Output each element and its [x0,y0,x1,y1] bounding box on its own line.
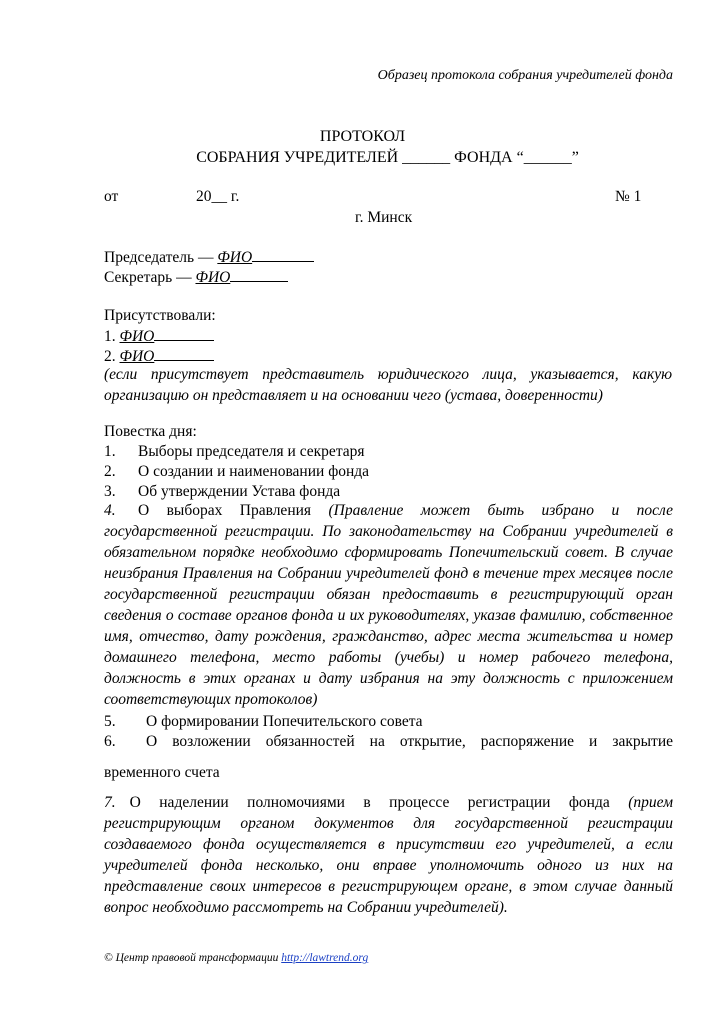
footer [104,952,368,964]
chair-label: Председатель — [104,249,218,266]
present-item-num: 2. [104,348,120,365]
present-item-name: ФИО [119,328,155,345]
present-item-blank [154,345,214,361]
chair-name: ФИО [217,249,253,266]
agenda-num: 7. [104,794,116,811]
agenda-num: 6. [104,733,116,750]
secretary-blank [230,266,288,282]
secretary-line [104,266,288,288]
date-year: 20__ г. [196,188,240,205]
agenda-item-6-continuation: временного счета [104,764,220,781]
agenda-item-1 [104,441,365,462]
agenda-item-7 [104,792,673,918]
present-item-name: ФИО [119,348,155,365]
footer-copyright: © Центр правовой трансформации [104,952,279,964]
city: г. Минск [355,209,413,226]
footer-link[interactable]: http://lawtrend.org [281,952,369,964]
title-line-2: СОБРАНИЯ УЧРЕДИТЕЛЕЙ ______ ФОНДА “______” [196,149,579,166]
agenda-item-6 [104,731,673,752]
present-item-blank [154,325,214,341]
header-note: Образец протокола собрания учредителей фонда [377,68,673,83]
agenda-text: О формировании Попечительского совета [146,713,423,730]
agenda-text: Выборы председателя и секретаря [138,443,365,460]
agenda-text: О создании и наименовании фонда [138,463,370,480]
agenda-text: Об утверждении Устава фонда [138,483,341,500]
chair-line [104,246,314,268]
agenda-item-2 [104,461,369,482]
agenda-item-4 [104,500,673,710]
agenda-heading: Повестка дня: [104,423,197,440]
agenda-num: 2. [104,463,116,480]
agenda-item-5 [104,711,423,732]
agenda-num: 3. [104,483,116,500]
present-item-num: 1. [104,328,120,345]
agenda-item-7-note: (прием регистрирующим органом документов для государственной регистрации создаваемого фонда осуществляется в присутствии его учредителей, а если учредителей фонда несколько, они вправе уполномочить одного из них на представление своих интересов в регистрирующем органе, в этом случае данный вопрос необходимо рассмотреть на Собрании учредителей). [104,794,674,916]
agenda-num: 1. [104,443,116,460]
agenda-num: 5. [104,713,116,730]
agenda-text: О наделении полномочиями в процессе регистрации фонда [129,794,610,811]
protocol-number: № 1 [615,188,642,205]
agenda-item-3 [104,481,340,502]
agenda-item-4-note: (Правление может быть избрано и после государственной регистрации. По законодательству на Собрании учредителей в обязательном порядке необходимо сформировать Попечительский совет. В случае неизбрания Правления на Собрании учредителей фонд в течение трех месяцев после государственной регистрации обязан предоставить в регистрирующий орган сведения о составе органов фонда и их руководителях, указав фамилию, собственное имя, отчество, дату рождения, гражданство, адрес места жительства и номер домашнего телефона, место работы (учебы) и номер рабочего телефона, должность в этих органах и дату избрания на эту должность с приложением соответствующих протоколов) [104,502,674,708]
agenda-text: О выборах Правления [138,502,312,519]
agenda-num: 4. [104,502,116,519]
title-line-1: ПРОТОКОЛ [319,128,406,145]
present-item-1 [104,325,214,347]
chair-blank [252,246,314,262]
agenda-text: О возложении обязанностей на открытие, распоряжение и закрытие [146,733,673,750]
present-note: (если присутствует представитель юридического лица, указывается, какую организацию он представляет и на основании чего (устава, доверенности) [104,366,672,404]
secretary-name: ФИО [195,269,231,286]
date-from: от [104,188,119,205]
secretary-label: Секретарь — [104,269,196,286]
present-heading: Присутствовали: [104,307,216,324]
